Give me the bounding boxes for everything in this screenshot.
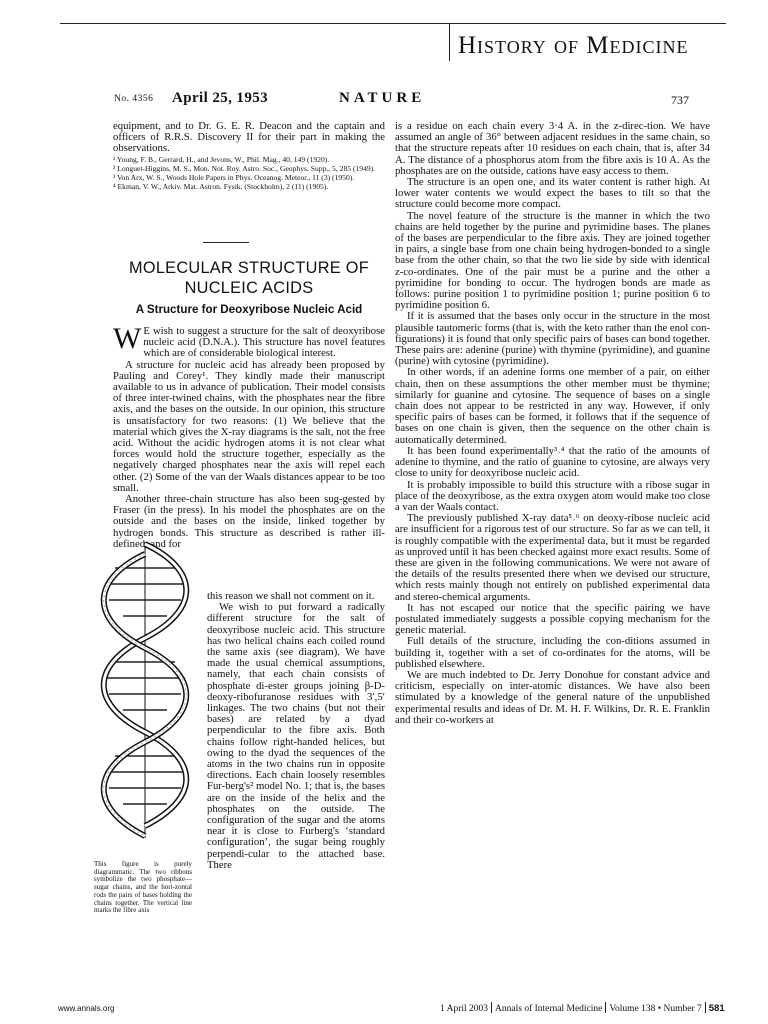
header-divider xyxy=(449,23,450,61)
footer-issue: Number 7 xyxy=(663,1004,702,1014)
reference-item: ² Longuet-Higgins, M. S., Mon. Not. Roy. Astro. Soc., Geophys. Supp., 5, 285 (1949). xyxy=(113,163,376,173)
paragraph: It is probably impossible to build this structure with a ribose sugar in place of the deoxyribose, as the extra oxygen atom would make too close a van der Waals contact. xyxy=(395,478,710,513)
opening-text: E wish to suggest a structure for the salt of deoxyribose nucleic acid (D.N.A.). This structure has novel features which are of considerable biological interest. xyxy=(143,325,385,360)
paragraph: equipment, and to Dr. G. E. R. Deacon and the captain and officers of R.R.S. Discovery II for their part in making the observations. xyxy=(113,120,385,155)
issue-date: April 25, 1953 xyxy=(172,90,269,106)
paragraph: this reason we shall not comment on it. xyxy=(207,590,375,602)
paragraph: In other words, if an adenine forms one member of a pair, on either chain, then on these assumptions the other member must be thymine; similarly for guanine and cytosine. The sequence of bases on a single chain does not appear to be restricted in any way. However, if only specific pairs of bases can be formed, it follows that if the sequence of bases on one chain is given, then the sequence on the other chain is automatically determined. xyxy=(395,366,710,446)
footer-separator xyxy=(605,1002,606,1013)
paragraph: The novel feature of the structure is the manner in which the two chains are held together by the purine and pyrimidine bases. The planes of the bases are perpendicular to the fibre axis. They are joined together in pairs, a single base from one chain being hydrogen-bonded to a single base from the other chain, so that the two lie side by side with identical z-co-ordinates. One of the pair must be a purine and the other a pyrimidine for bonding to occur. The hydrogen bonds are made as follows: purine position 1 to pyrimidine position 1; purine position 6 to pyrimidine position 6. xyxy=(395,209,710,312)
footer-journal: Annals of Internal Medicine xyxy=(495,1004,603,1014)
masthead xyxy=(114,90,689,110)
opening-paragraph xyxy=(113,322,385,360)
paragraph: We wish to put forward a radically different structure for the salt of deoxyribose nucleic acid. This structure has two helical chains each coiled round the same axis (see diagram). We have made the usual chemical assumptions, namely, that each chain consists of phosphate di-ester groups joining β-D-deoxy-ribofuranose residues with 3′,5′ linkages. The two chains (but not their bases) are related by a dyad perpendicular to the fibre axis. Both chains follow right-handed helices, but owing to the dyad the sequences of the atoms in the two chains run in opposite directions. Each chain loosely resembles Fur-berg's² model No. 1; that is, the bases are on the inside of the helix and the phosphates on the outside. The configuration of the sugar and the atoms near it is close to Furberg's ‘standard configuration’, the sugar being roughly perpendi-cular to the attached base. There xyxy=(207,601,385,871)
reference-item: ³ Von Arx, W. S., Woods Hole Papers in Phys. Oceanog. Meteor., 11 (3) (1950). xyxy=(113,172,355,182)
paragraph: The previously published X-ray data⁵˒⁶ on deoxy-ribose nucleic acid are insufficient for a rigorous test of our structure. So far as we can tell, it is roughly compatible with the experimental data, but it must be regarded as unproved until it has been checked against more exact results. Some of these are given in the following communications. We were not aware of the details of the results presented there when we devised our structure, which rests mainly though not entirely on published experimental data and stereo-chemical arguments. xyxy=(395,512,710,603)
figure-caption: This figure is purely diagrammatic. The two ribbons symbolize the two phosphate—sugar chains, and the hori-zontal rods the pairs of bases holding the chains together. The vertical line marks the fibre axis xyxy=(94,860,192,915)
paragraph: Full details of the structure, including the con-ditions assumed in building it, together with a set of co-ordinates for the atoms, will be published elsewhere. xyxy=(395,635,710,670)
paragraph: We are much indebted to Dr. Jerry Donohue for constant advice and criticism, especially on inter-atomic distances. We have also been stimulated by a knowledge of the general nature of the unpublished experimental results and ideas of Dr. M. H. F. Wilkins, Dr. R. E. Franklin and their co-workers at xyxy=(395,668,710,726)
article-title-line-1: MOLECULAR STRUCTURE OF xyxy=(129,259,369,277)
reference-item: ⁴ Ekman, V. W., Arkiv. Mat. Astron. Fysik. (Stockholm), 2 (11) (1905). xyxy=(113,181,329,191)
footer-date: 1 April 2003 xyxy=(440,1004,489,1014)
magazine-name: NATURE xyxy=(339,90,426,106)
left-body-text xyxy=(113,322,385,550)
paragraph: Another three-chain structure has also been sug-gested by Fraser (in the press). In his model the phosphates are on the outside and the bases on the inside, linked together by hydrogen bonds. This structure as described is rather ill-defined, and for xyxy=(113,493,385,550)
footer-citation: 1 April 2003 Annals of Internal Medicine Volume 138 • Number 7 581 xyxy=(440,1003,725,1014)
reference-item: ¹ Young, F. B., Gerrard, H., and Jevons, W., Phil. Mag., 40, 149 (1920). xyxy=(113,155,330,164)
paragraph: The structure is an open one, and its water content is rather high. At lower water contents we would expect the bases to tilt so that the structure could become more compact. xyxy=(395,176,710,211)
right-column-text xyxy=(395,121,710,726)
article-subtitle: A Structure for Deoxyribose Nucleic Acid xyxy=(135,303,363,316)
paragraph: A structure for nucleic acid has already been proposed by Pauling and Corey¹. They kindly made their manuscript available to us in advance of publication. Their model consists of three inter-twined chains, with the phosphates near the fibre axis, and the bases on the outside. In our opinion, this structure is unsatisfactory for two reasons: (1) We believe that the material which gives the X-ray diagrams is the salt, not the free acid. Without the acidic hydrogen atoms it is not clear what forces would hold the structure together, especially as the negatively charged phosphates near the axis will repel each other. (2) Some of the van der Waals distances appear to be too small. xyxy=(113,358,385,494)
section-divider xyxy=(203,242,249,243)
left-narrow-text xyxy=(207,591,385,871)
double-helix-diagram xyxy=(85,540,205,840)
footer-separator xyxy=(491,1002,492,1013)
article-title-line-2: NUCLEIC ACIDS xyxy=(184,279,314,297)
journal-title: History of Medicine xyxy=(458,32,689,59)
issue-number: No. 4356 xyxy=(114,94,154,104)
paragraph: It has not escaped our notice that the specific pairing we have postulated immediately suggests a possible copying mechanism for the genetic material. xyxy=(395,601,710,637)
paragraph: It has been found experimentally³˒⁴ that the ratio of the amounts of adenine to thymine, and the ratio of guanine to cytosine, are always very close to unity for deoxyribose nucleic acid. xyxy=(395,444,710,480)
footer-page: 581 xyxy=(708,1003,725,1014)
footer-separator xyxy=(705,1002,706,1013)
paragraph: is a residue on each chain every 3·4 A. in the z-direc-tion. We have assumed an angle of 36° between adjacent residues in the same chain, so that the structure repeats after 10 residues on each chain, that is, after 34 A. The distance of a phosphorus atom from the fibre axis is 10 A. As the phosphates are on the outside, cations have easy access to them. xyxy=(395,120,710,177)
header-rule xyxy=(60,23,726,24)
reference-list xyxy=(113,156,385,192)
footer-volume: Volume 138 xyxy=(609,1004,656,1014)
paragraph: If it is assumed that the bases only occur in the structure in the most plausible tautomeric forms (that is, with the keto rather than the enol con-figurations) it is found that only specific pairs of bases can bond together. These pairs are: adenine (purine) with thymine (pyrimidine), and guanine (purine) with cytosine (pyrimidine). xyxy=(395,310,710,368)
left-top-text xyxy=(113,121,385,155)
article-title xyxy=(113,258,385,298)
drop-cap: W xyxy=(113,322,142,355)
page-number: 737 xyxy=(671,93,689,107)
footer-url: www.annals.org xyxy=(58,1004,115,1013)
